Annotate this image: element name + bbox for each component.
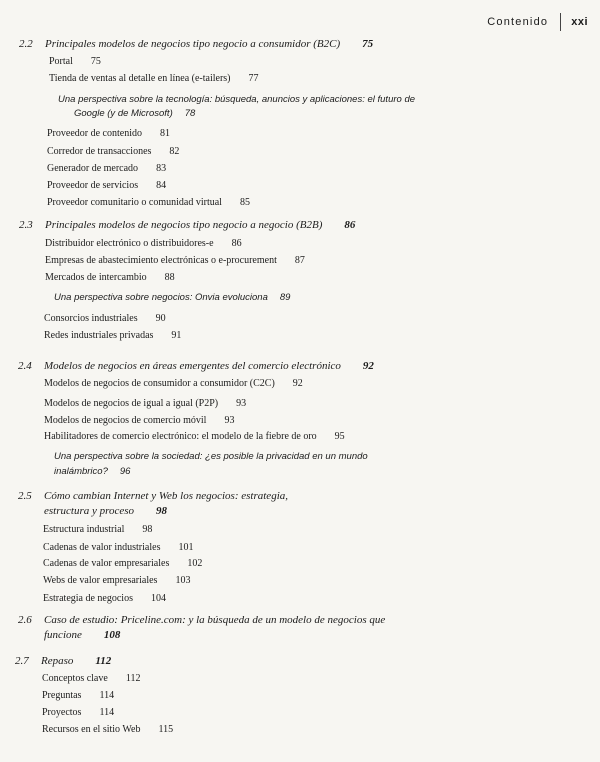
perspective-item: Una perspectiva sobre negocios: Onvia evoluciona 89 (54, 292, 291, 303)
section-page: 108 (103, 629, 121, 641)
toc-item: Proveedor de servicios 84 (47, 180, 167, 191)
bleed-through-texture (420, 38, 595, 148)
toc-item: Empresas de abastecimiento electrónicas o e-procurement 87 (45, 255, 305, 266)
toc-item: Corredor de transacciones 82 (47, 146, 180, 157)
toc-item: Estructura industrial 98 (43, 524, 153, 535)
section-title: Modelos de negocios en áreas emergentes del comercio electrónico 92 (44, 360, 374, 372)
section-title: Repaso 112 (41, 655, 112, 667)
section-number: 2.7 (15, 655, 29, 667)
section-page: 112 (95, 655, 112, 667)
section-page: 98 (156, 505, 168, 517)
toc-item: Recursos en el sitio Web 115 (42, 724, 174, 735)
running-header (487, 13, 588, 31)
section-title: Principales modelos de negocios tipo negocio a consumidor (B2C) 75 (45, 38, 374, 50)
section-number: 2.5 (18, 490, 32, 502)
section-page: 86 (344, 219, 356, 231)
toc-item: Conceptos clave 112 (42, 673, 141, 684)
toc-item: Proyectos 114 (42, 707, 115, 718)
section-page: 75 (362, 38, 374, 50)
toc-item: Cadenas de valor empresariales 102 (43, 558, 203, 569)
toc-item: Preguntas 114 (42, 690, 115, 701)
toc-item: Modelos de negocios de consumidor a consumidor (C2C) 92 (44, 378, 303, 389)
perspective-item: Una perspectiva sobre la sociedad: ¿es posible la privacidad en un mundo (54, 451, 368, 462)
toc-item: Webs de valor empresariales 103 (43, 575, 191, 586)
perspective-item: Una perspectiva sobre la tecnología: búsqueda, anuncios y aplicaciones: el futuro de (58, 94, 416, 105)
header-section-title: Contenido (487, 16, 549, 28)
toc-item: Redes industriales privadas 91 (44, 330, 182, 341)
header-divider (560, 13, 561, 31)
section-title: Caso de estudio: Priceline.com: y la búsqueda de un modelo de negocios que (44, 614, 386, 626)
toc-item: Habilitadores de comercio electrónico: el modelo de la fiebre de oro 95 (44, 431, 345, 442)
toc-item: Distribuidor electrónico o distribuidores-e 86 (45, 238, 242, 249)
section-page: 92 (362, 360, 374, 372)
toc-item: Cadenas de valor industriales 101 (43, 542, 194, 553)
toc-item: Proveedor de contenido 81 (47, 128, 170, 139)
section-title-cont: funcione 108 (44, 629, 121, 641)
toc-item: Modelos de negocios de igual a igual (P2P) 93 (44, 398, 247, 409)
toc-item: Estrategia de negocios 104 (43, 593, 166, 604)
perspective-item-cont: inalámbrico? 96 (54, 466, 131, 477)
section-title: Principales modelos de negocios tipo negocio a negocio (B2B) 86 (45, 219, 356, 231)
perspective-item-cont: Google (y de Microsoft) 78 (74, 108, 196, 119)
toc-item: Generador de mercado 83 (47, 163, 167, 174)
section-title-cont: estructura y proceso 98 (44, 505, 168, 517)
section-number: 2.3 (19, 219, 33, 231)
toc-item: Mercados de intercambio 88 (45, 272, 175, 283)
section-number: 2.4 (18, 360, 32, 372)
section-number: 2.2 (19, 38, 33, 50)
toc-item: Modelos de negocios de comercio móvil 93 (44, 415, 235, 426)
toc-item: Proveedor comunitario o comunidad virtual 85 (47, 197, 250, 208)
section-number: 2.6 (18, 614, 32, 626)
toc-item: Consorcios industriales 90 (44, 313, 166, 324)
header-page-number: xxi (571, 16, 588, 28)
toc-item: Tienda de ventas al detalle en línea (e-tailers) 77 (49, 73, 259, 84)
toc-item: Portal 75 (49, 56, 101, 67)
section-title: Cómo cambian Internet y Web los negocios: estrategia, (44, 490, 288, 502)
